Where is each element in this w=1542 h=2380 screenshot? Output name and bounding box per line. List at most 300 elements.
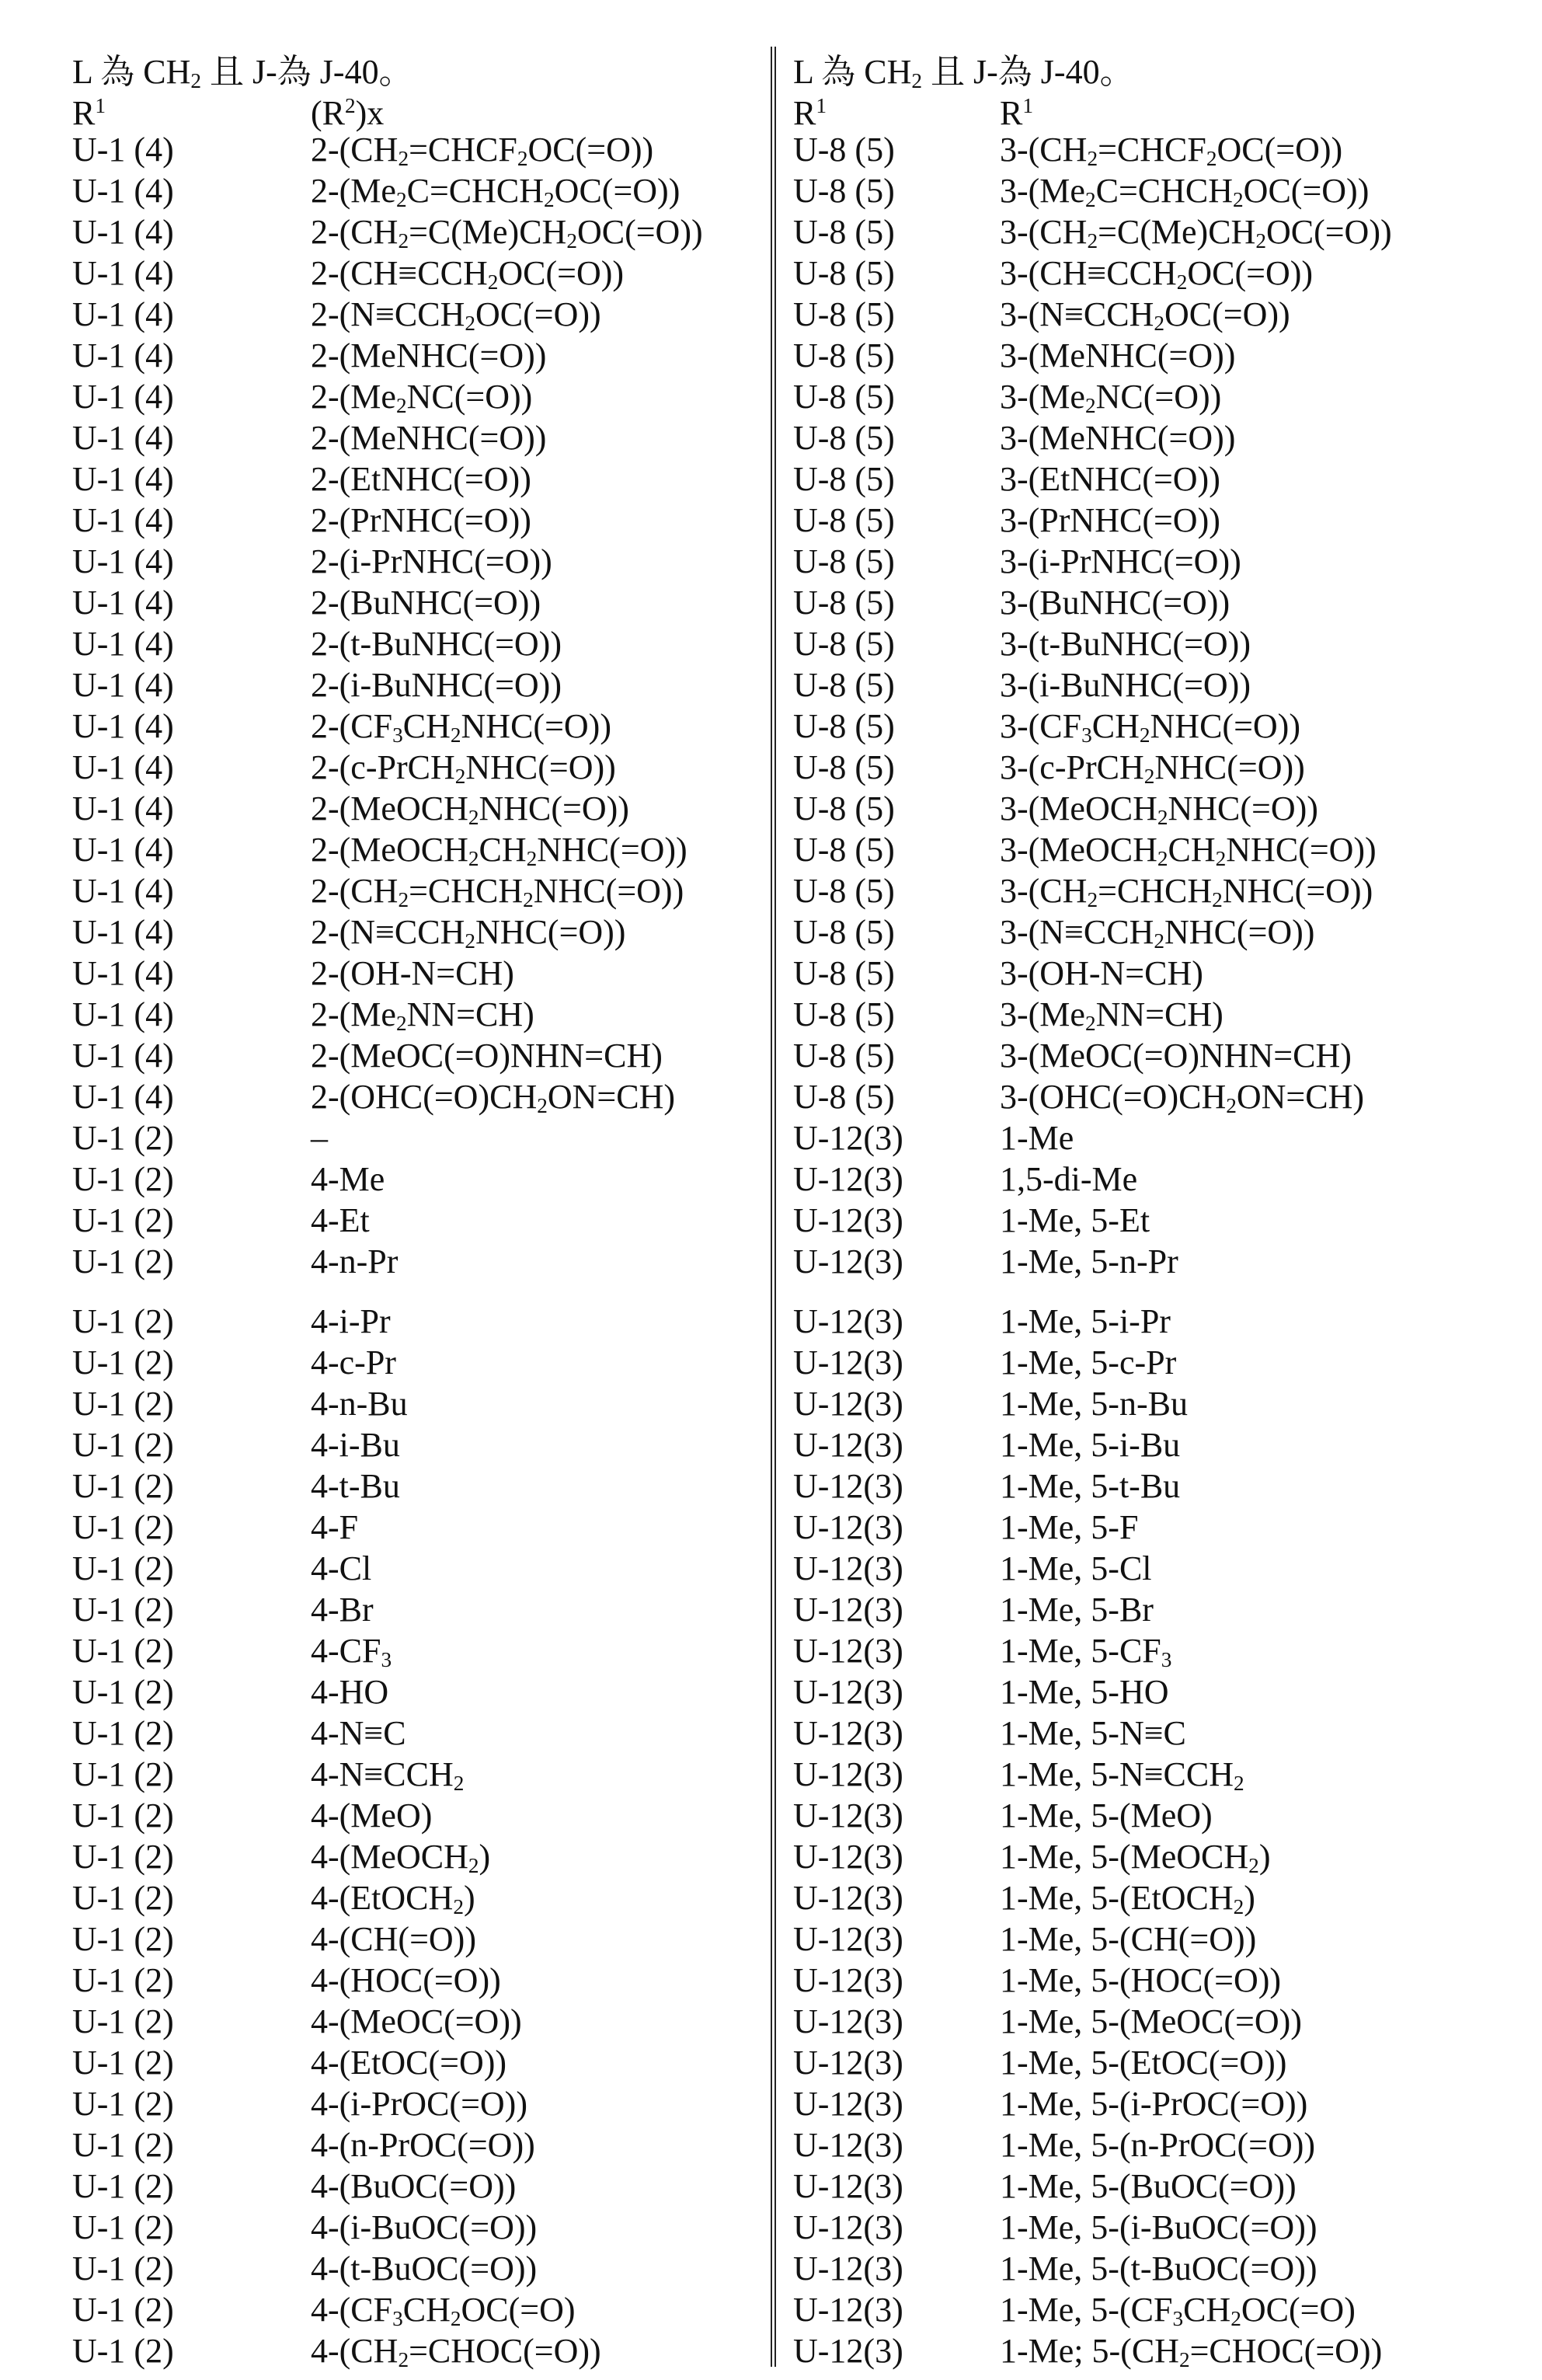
table-row (793, 1507, 1477, 1548)
cell-r1: U-8 (5) (793, 995, 895, 1033)
cell-r1: U-8 (5) (793, 584, 895, 622)
table-row (72, 170, 756, 211)
cell-substituent: 1-Me, $5-(CF_3CH_2OC(=O)$ (1000, 2291, 1356, 2330)
table-row (793, 2330, 1477, 2371)
cell-r1: U-1 (2) (72, 1343, 174, 1382)
cell-substituent: 1-Me, 5-c-Pr (1000, 1343, 1177, 1382)
cell-substituent: $3-(CH\equiv CCH_2OC(=O))$ (1000, 254, 1314, 294)
cell-r1: U-1 (2) (72, 1385, 174, 1423)
table-row (793, 129, 1477, 170)
table-row (72, 2001, 756, 2042)
cell-substituent: 2-(PrNHC(=O)) (311, 501, 531, 539)
table-row (72, 1960, 756, 2001)
cell-substituent: 1-Me, 5-(MeOCH$_2$) (1000, 1838, 1271, 1877)
cell-r1: U-12(3) (793, 1673, 903, 1711)
table-row (793, 417, 1477, 458)
cell-substituent: 1,5-di-Me (1000, 1160, 1138, 1198)
cell-substituent: 4-n-Pr (311, 1242, 399, 1281)
table-row (793, 1076, 1477, 1117)
cell-r1: U-1 (4) (72, 872, 174, 910)
table-row (793, 2001, 1477, 2042)
table-row (72, 582, 756, 623)
table-row (72, 1117, 756, 1159)
table-row (793, 2083, 1477, 2124)
cell-substituent: $2-(MeOCH_2CH_2NHC(=O))$ (311, 831, 687, 870)
cell-substituent: 2-(i-BuNHC(=O)) (311, 666, 562, 704)
table-row (72, 1241, 756, 1282)
table-row (72, 664, 756, 706)
table-row (793, 1754, 1477, 1795)
cell-r1: U-8 (5) (793, 1037, 895, 1075)
table-row (793, 870, 1477, 911)
cell-r1: U-8 (5) (793, 172, 895, 210)
cell-substituent: $4-(CH_2=CHOC(=O))$ (311, 2332, 601, 2371)
cell-r1: U-1 (4) (72, 378, 174, 416)
table-row (72, 1200, 756, 1241)
table-row (793, 2248, 1477, 2289)
cell-r1: U-8 (5) (793, 1078, 895, 1116)
cell-r1: U-12(3) (793, 2044, 903, 2082)
cell-substituent: $2-(N\equiv CCH_2OC(=O))$ (311, 295, 601, 335)
cell-r1: U-12(3) (793, 1343, 903, 1382)
cell-r1: U-1 (4) (72, 789, 174, 828)
table-row (793, 211, 1477, 253)
cell-r1: U-1 (2) (72, 1673, 174, 1711)
table-row (72, 129, 756, 170)
cell-substituent: 1-Me; $5-(CH_2=CHOC(=O))$ (1000, 2332, 1383, 2371)
table-row (793, 1301, 1477, 1342)
cell-r1: U-8 (5) (793, 254, 895, 292)
table-row (793, 1671, 1477, 1713)
cell-r1: U-8 (5) (793, 460, 895, 498)
cell-r1: U-1 (2) (72, 2332, 174, 2370)
cell-r1: U-8 (5) (793, 542, 895, 580)
table-row (72, 1671, 756, 1713)
cell-substituent: 4-(BuOC(=O)) (311, 2167, 517, 2205)
table-row (72, 211, 756, 253)
cell-substituent: 1-Me, 5-F (1000, 1508, 1139, 1546)
table-row (72, 253, 756, 294)
cell-substituent: 1-Me, 5-(MeOC(=O)) (1000, 2002, 1302, 2040)
table-row (793, 170, 1477, 211)
cell-substituent: 1-Me, 5-(n-PrOC(=O)) (1000, 2126, 1316, 2164)
table-row (793, 294, 1477, 335)
table-row (793, 253, 1477, 294)
cell-substituent: 4-c-Pr (311, 1343, 396, 1382)
cell-substituent: 3-(MeOCH$_2$NHC(=O)) (1000, 789, 1318, 829)
table-row (72, 1301, 756, 1342)
table-row (72, 1383, 756, 1424)
cell-substituent: 4-(i-BuOC(=O)) (311, 2208, 538, 2246)
cell-substituent: 4-(CH(=O)) (311, 1920, 476, 1958)
table-row (72, 2166, 756, 2207)
table-row (793, 1159, 1477, 1200)
cell-r1: U-1 (4) (72, 460, 174, 498)
cell-r1: U-1 (2) (72, 2002, 174, 2040)
table-row (72, 335, 756, 376)
table-row (793, 2207, 1477, 2248)
table-row (793, 458, 1477, 500)
cell-substituent: $3-(CF_3CH_2NHC(=O))$ (1000, 707, 1300, 747)
cell-r1: U-8 (5) (793, 666, 895, 704)
table-row (72, 1076, 756, 1117)
cell-r1: U-12(3) (793, 1591, 903, 1629)
cell-substituent: 4-F (311, 1508, 359, 1546)
cell-r1: U-1 (2) (72, 1201, 174, 1239)
table-row (72, 953, 756, 994)
cell-r1: U-1 (2) (72, 1591, 174, 1629)
table-row (793, 994, 1477, 1035)
table-row (793, 1918, 1477, 1960)
table-row (793, 623, 1477, 664)
cell-substituent: 3-(BuNHC(=O)) (1000, 584, 1230, 622)
cell-substituent: 4-(i-PrOC(=O)) (311, 2085, 527, 2123)
cell-substituent: 1-Me, 5-Et (1000, 1201, 1150, 1239)
cell-substituent: 4-(t-BuOC(=O)) (311, 2249, 538, 2288)
table-row (793, 2166, 1477, 2207)
cell-substituent: $2-(Me_2NC(=O))$ (311, 378, 533, 417)
table-row (72, 747, 756, 788)
cell-r1: U-8 (5) (793, 789, 895, 828)
cell-r1: U-12(3) (793, 2249, 903, 2288)
cell-substituent: $2-(CH\equiv CCH_2OC(=O))$ (311, 254, 625, 294)
cell-substituent: $4-(CF_3CH_2OC(=O)$ (311, 2291, 576, 2330)
cell-r1: U-12(3) (793, 1755, 903, 1793)
cell-substituent: 4-Cl (311, 1549, 372, 1587)
table-row (793, 829, 1477, 870)
table-row (793, 1117, 1477, 1159)
table-caption: L 為 $CH_2$ 且 J-為 J-40。 (793, 53, 1134, 92)
cell-substituent: 1-Me, 5-(t-BuOC(=O)) (1000, 2249, 1317, 2288)
cell-r1: U-1 (4) (72, 831, 174, 869)
table-row (72, 829, 756, 870)
cell-r1: U-1 (2) (72, 1426, 174, 1464)
cell-r1: U-1 (2) (72, 2249, 174, 2288)
table-row (72, 2083, 756, 2124)
table-row (72, 788, 756, 829)
table-row (793, 500, 1477, 541)
cell-substituent: $3-(CH_2=CHCH_2NHC(=O))$ (1000, 872, 1373, 911)
cell-substituent: $2-(CH_2=CHCF_2OC(=O))$ (311, 131, 654, 170)
cell-substituent: $3-(MeOCH_2CH_2NHC(=O))$ (1000, 831, 1377, 870)
cell-substituent: $2-(CH_2=C(Me)CH_2OC(=O))$ (311, 213, 703, 253)
table-row (793, 2124, 1477, 2166)
table-row (72, 294, 756, 335)
cell-r1: U-1 (4) (72, 1037, 174, 1075)
header-r1-second: $R^1$ (1000, 94, 1033, 132)
cell-r1: U-1 (2) (72, 2126, 174, 2164)
cell-substituent: $2-(CF_3CH_2NHC(=O))$ (311, 707, 611, 747)
cell-substituent: 1-Me, 5-N≡C (1000, 1714, 1186, 1752)
header-r1: $R^1$ (72, 94, 106, 132)
cell-substituent: 4-(EtOC(=O)) (311, 2044, 507, 2082)
table-row (793, 1589, 1477, 1630)
cell-substituent: 3-(t-BuNHC(=O)) (1000, 625, 1251, 663)
table-row (72, 1342, 756, 1383)
table-row (72, 2207, 756, 2248)
cell-r1: U-1 (2) (72, 1119, 174, 1157)
cell-substituent: 4-n-Bu (311, 1385, 408, 1423)
cell-substituent: 1-Me, 5-Cl (1000, 1549, 1152, 1587)
table-row (793, 376, 1477, 417)
cell-substituent: 2-(MeOC(=O)NHN=CH) (311, 1037, 663, 1075)
cell-substituent: 2-(t-BuNHC(=O)) (311, 625, 562, 663)
table-row (72, 2124, 756, 2166)
cell-r1: U-8 (5) (793, 501, 895, 539)
cell-r1: U-12(3) (793, 2002, 903, 2040)
table-row (793, 1035, 1477, 1076)
cell-substituent: 4-Et (311, 1201, 370, 1239)
cell-r1: U-12(3) (793, 1920, 903, 1958)
cell-substituent: $3-(Me_2C=CHCH_2OC(=O))$ (1000, 172, 1370, 211)
table-row (793, 2042, 1477, 2083)
cell-r1: U-8 (5) (793, 707, 895, 745)
cell-r1: U-12(3) (793, 1879, 903, 1917)
table-row (793, 664, 1477, 706)
cell-r1: U-12(3) (793, 1508, 903, 1546)
table-row (793, 788, 1477, 829)
table-row (72, 870, 756, 911)
cell-substituent: 4-N≡C (311, 1714, 406, 1752)
cell-substituent: 1-Me, 5-n-Pr (1000, 1242, 1178, 1281)
cell-substituent: 1-Me, $5-N\equiv CCH_2$ (1000, 1755, 1244, 1795)
cell-r1: U-8 (5) (793, 954, 895, 992)
table-row (72, 1754, 756, 1795)
cell-substituent: 4-(n-PrOC(=O)) (311, 2126, 535, 2164)
cell-r1: U-12(3) (793, 2291, 903, 2329)
table-row (793, 1795, 1477, 1836)
table-row (72, 1630, 756, 1671)
cell-substituent: 3-(EtNHC(=O)) (1000, 460, 1220, 498)
table-row (793, 582, 1477, 623)
table-row (72, 1548, 756, 1589)
cell-r1: U-1 (4) (72, 131, 174, 169)
cell-r1: U-1 (2) (72, 1508, 174, 1546)
table-row (793, 2289, 1477, 2330)
cell-r1: U-12(3) (793, 1467, 903, 1505)
left-panel (0, 0, 765, 2380)
cell-r1: U-12(3) (793, 1549, 903, 1587)
cell-substituent: $2-(Me_2NN=CH)$ (311, 995, 534, 1035)
cell-substituent: 4-t-Bu (311, 1467, 400, 1505)
cell-r1: U-1 (4) (72, 707, 174, 745)
cell-substituent: 2-(i-PrNHC(=O)) (311, 542, 552, 580)
cell-substituent: 1-Me, 5-i-Pr (1000, 1302, 1171, 1340)
cell-r1: U-1 (4) (72, 995, 174, 1033)
cell-substituent: 2-(MeNHC(=O)) (311, 419, 547, 457)
table-row (793, 1630, 1477, 1671)
cell-r1: U-1 (2) (72, 1160, 174, 1198)
cell-r1: U-12(3) (793, 2208, 903, 2246)
cell-r1: U-8 (5) (793, 336, 895, 375)
cell-substituent: 3-(PrNHC(=O)) (1000, 501, 1220, 539)
cell-substituent: 1-Me, 5-(i-BuOC(=O)) (1000, 2208, 1317, 2246)
cell-r1: U-1 (2) (72, 2167, 174, 2205)
table-row (72, 1424, 756, 1465)
table-row (72, 1918, 756, 1960)
cell-substituent: 2-(MeNHC(=O)) (311, 336, 547, 375)
table-row (72, 1035, 756, 1076)
cell-substituent: 1-Me (1000, 1119, 1074, 1157)
cell-r1: U-12(3) (793, 1385, 903, 1423)
cell-substituent: 4-(MeO) (311, 1796, 433, 1835)
cell-substituent: 1-Me, 5-(MeO) (1000, 1796, 1213, 1835)
cell-r1: U-12(3) (793, 1302, 903, 1340)
cell-substituent: 1-Me, 5-(EtOCH$_2$) (1000, 1879, 1255, 1918)
cell-r1: U-12(3) (793, 1961, 903, 1999)
table-row (72, 500, 756, 541)
cell-r1: U-8 (5) (793, 872, 895, 910)
cell-r1: U-1 (4) (72, 666, 174, 704)
cell-r1: U-1 (2) (72, 1632, 174, 1670)
cell-r1: U-1 (2) (72, 1549, 174, 1587)
cell-substituent: $3-(Me_2NN=CH)$ (1000, 995, 1224, 1035)
cell-substituent: 1-Me, 5-(HOC(=O)) (1000, 1961, 1282, 1999)
cell-r1: U-1 (4) (72, 213, 174, 251)
cell-substituent: 3-(i-PrNHC(=O)) (1000, 542, 1241, 580)
cell-r1: U-12(3) (793, 2332, 903, 2370)
cell-substituent: 4-HO (311, 1673, 389, 1711)
table-row (72, 994, 756, 1035)
cell-r1: U-12(3) (793, 1714, 903, 1752)
cell-substituent: – (311, 1119, 328, 1157)
table-row (72, 376, 756, 417)
cell-r1: U-8 (5) (793, 748, 895, 786)
cell-substituent: 1-Me, 5-(EtOC(=O)) (1000, 2044, 1287, 2082)
cell-substituent: 4-Me (311, 1160, 385, 1198)
cell-r1: U-8 (5) (793, 625, 895, 663)
cell-substituent: 1-Me, 5-(CH(=O)) (1000, 1920, 1257, 1958)
cell-r1: U-1 (2) (72, 1838, 174, 1876)
cell-substituent: $2-(OHC(=O)CH_2ON=CH)$ (311, 1078, 676, 1117)
cell-substituent: 1-Me, 5-t-Bu (1000, 1467, 1181, 1505)
cell-r1: U-1 (2) (72, 2291, 174, 2329)
table-row (793, 335, 1477, 376)
cell-r1: U-1 (2) (72, 2208, 174, 2246)
cell-r1: U-1 (4) (72, 501, 174, 539)
cell-r1: U-1 (2) (72, 1920, 174, 1958)
table-row (72, 1465, 756, 1507)
cell-substituent: $3-(OHC(=O)CH_2ON=CH)$ (1000, 1078, 1365, 1117)
table-row (793, 1383, 1477, 1424)
cell-r1: U-12(3) (793, 2126, 903, 2164)
table-row (72, 1589, 756, 1630)
table-row (72, 706, 756, 747)
cell-r1: U-1 (2) (72, 1242, 174, 1281)
table-row (793, 1836, 1477, 1877)
cell-r1: U-8 (5) (793, 131, 895, 169)
cell-r1: U-1 (4) (72, 419, 174, 457)
cell-r1: U-12(3) (793, 1796, 903, 1835)
cell-substituent: 2-(OH-N=CH) (311, 954, 514, 992)
table-row (72, 1159, 756, 1200)
cell-substituent: $4-N\equiv CCH_2$ (311, 1755, 465, 1795)
table-row (72, 1507, 756, 1548)
cell-r1: U-12(3) (793, 1201, 903, 1239)
cell-r1: U-1 (2) (72, 1961, 174, 1999)
cell-r1: U-8 (5) (793, 831, 895, 869)
cell-r1: U-1 (2) (72, 1714, 174, 1752)
table-row (793, 706, 1477, 747)
cell-r1: U-1 (2) (72, 1302, 174, 1340)
cell-r1: U-1 (4) (72, 1078, 174, 1116)
cell-substituent: 1-Me, 5-(i-PrOC(=O)) (1000, 2085, 1308, 2123)
cell-r1: U-12(3) (793, 1838, 903, 1876)
table-row (793, 953, 1477, 994)
cell-r1: U-1 (4) (72, 625, 174, 663)
cell-r1: U-12(3) (793, 1160, 903, 1198)
cell-substituent: $3-(Me_2NC(=O))$ (1000, 378, 1222, 417)
cell-substituent: 3-(i-BuNHC(=O)) (1000, 666, 1251, 704)
cell-substituent: 2-(BuNHC(=O)) (311, 584, 541, 622)
table-row (72, 1713, 756, 1754)
cell-r1: U-12(3) (793, 1119, 903, 1157)
cell-r1: U-1 (2) (72, 1879, 174, 1917)
table-row (72, 1836, 756, 1877)
cell-substituent: 3-(OH-N=CH) (1000, 954, 1203, 992)
cell-substituent: $2-(N\equiv CCH_2NHC(=O))$ (311, 913, 626, 953)
cell-r1: U-12(3) (793, 2167, 903, 2205)
cell-r1: U-1 (4) (72, 584, 174, 622)
header-r2x: $(R^2)x$ (311, 94, 385, 132)
table-row (793, 1877, 1477, 1918)
table-row (72, 2289, 756, 2330)
cell-r1: U-1 (4) (72, 336, 174, 375)
cell-r1: U-8 (5) (793, 213, 895, 251)
cell-r1: U-1 (2) (72, 1796, 174, 1835)
cell-r1: U-12(3) (793, 1632, 903, 1670)
cell-r1: U-1 (2) (72, 1467, 174, 1505)
cell-r1: U-8 (5) (793, 913, 895, 951)
cell-r1: U-1 (4) (72, 954, 174, 992)
header-r1: $R^1$ (793, 94, 827, 132)
cell-r1: U-1 (4) (72, 542, 174, 580)
cell-substituent: $2-(Me_2C=CHCH_2OC(=O))$ (311, 172, 680, 211)
cell-substituent: 4-Br (311, 1591, 374, 1629)
cell-substituent: 4-(MeOC(=O)) (311, 2002, 522, 2040)
table-row (72, 458, 756, 500)
cell-substituent: 4-i-Pr (311, 1302, 391, 1340)
cell-substituent: $3-(CH_2=C(Me)CH_2OC(=O))$ (1000, 213, 1392, 253)
cell-substituent: $3-(N\equiv CCH_2NHC(=O))$ (1000, 913, 1315, 953)
table-row (793, 911, 1477, 953)
cell-r1: U-12(3) (793, 1426, 903, 1464)
table-row (72, 623, 756, 664)
table-row (793, 1548, 1477, 1589)
table-row (793, 1424, 1477, 1465)
cell-substituent: 2-(c-PrCH$_2$NHC(=O)) (311, 748, 616, 788)
column-divider (771, 47, 776, 2367)
cell-r1: U-1 (4) (72, 748, 174, 786)
cell-substituent: 3-(c-PrCH$_2$NHC(=O)) (1000, 748, 1305, 788)
table-row (793, 1960, 1477, 2001)
table-row (793, 1465, 1477, 1507)
table-row (72, 541, 756, 582)
cell-substituent: 4-i-Bu (311, 1426, 400, 1464)
cell-substituent: 3-(MeOC(=O)NHN=CH) (1000, 1037, 1352, 1075)
cell-substituent: 3-(MeNHC(=O)) (1000, 336, 1236, 375)
table-row (72, 911, 756, 953)
cell-substituent: 1-Me, 5-Br (1000, 1591, 1154, 1629)
table-row (793, 1200, 1477, 1241)
cell-substituent: $2-(CH_2=CHCH_2NHC(=O))$ (311, 872, 684, 911)
cell-r1: U-1 (4) (72, 295, 174, 333)
cell-r1: U-12(3) (793, 1242, 903, 1281)
table-row (72, 2248, 756, 2289)
table-row (72, 2042, 756, 2083)
cell-substituent: 2-(EtNHC(=O)) (311, 460, 531, 498)
table-row (793, 541, 1477, 582)
